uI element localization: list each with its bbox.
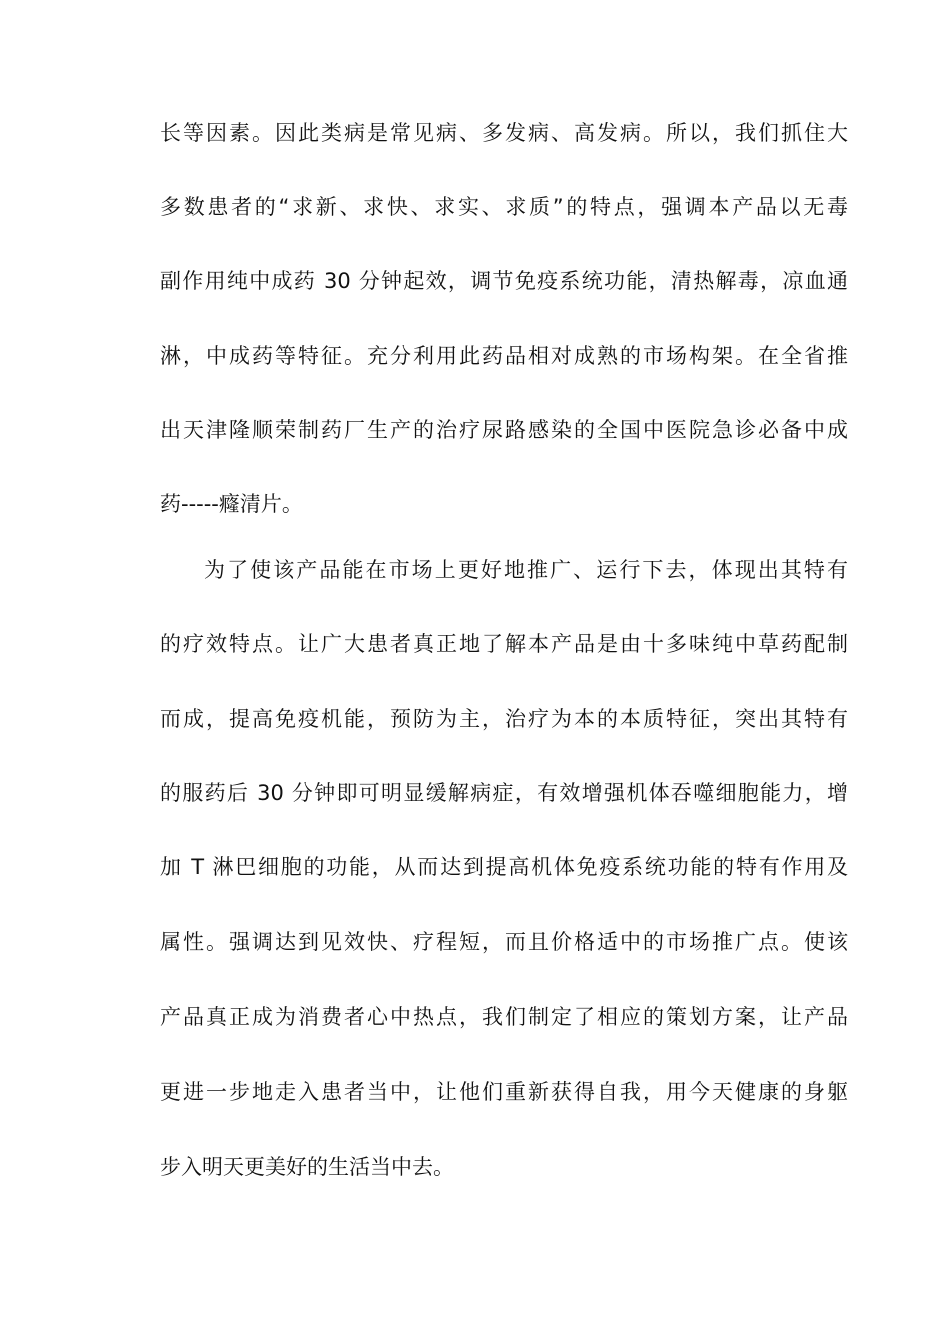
paragraph-1-line: 出天津隆顺荣制药厂生产的治疗尿路感染的全国中医院急诊必备中成	[160, 418, 848, 442]
paragraph-1-line: 副作用纯中成药 30 分钟起效，调节免疫系统功能，清热解毒，凉血通	[160, 269, 848, 293]
paragraph-1-line: 药-----癃清片。	[160, 492, 303, 516]
paragraph-2-line: 步入明天更美好的生活当中去。	[160, 1155, 454, 1179]
paragraph-1-line: 长等因素。因此类病是常见病、多发病、高发病。所以，我们抓住大	[160, 121, 848, 145]
paragraph-2-line: 而成，提高免疫机能，预防为主，治疗为本的本质特征，突出其特有	[160, 707, 848, 731]
paragraph-2-line: 的服药后 30 分钟即可明显缓解病症，有效增强机体吞噬细胞能力，增	[160, 781, 848, 805]
paragraph-2-line: 更进一步地走入患者当中，让他们重新获得自我，用今天健康的身躯	[160, 1080, 848, 1104]
paragraph-2-line: 的疗效特点。让广大患者真正地了解本产品是由十多味纯中草药配制	[160, 632, 848, 656]
paragraph-2-line: 属性。强调达到见效快、疗程短，而且价格适中的市场推广点。使该	[160, 930, 848, 954]
paragraph-2-line: 加 T 淋巴细胞的功能，从而达到提高机体免疫系统功能的特有作用及	[160, 855, 848, 879]
paragraph-2-line: 为了使该产品能在市场上更好地推广、运行下去，体现出其特有	[204, 558, 848, 582]
paragraph-2-line: 产品真正成为消费者心中热点，我们制定了相应的策划方案，让产品	[160, 1005, 848, 1029]
paragraph-1-line: 淋，中成药等特征。充分利用此药品相对成熟的市场构架。在全省推	[160, 344, 848, 368]
paragraph-1-line: 多数患者的“求新、求快、求实、求质”的特点，强调本产品以无毒	[160, 195, 848, 219]
